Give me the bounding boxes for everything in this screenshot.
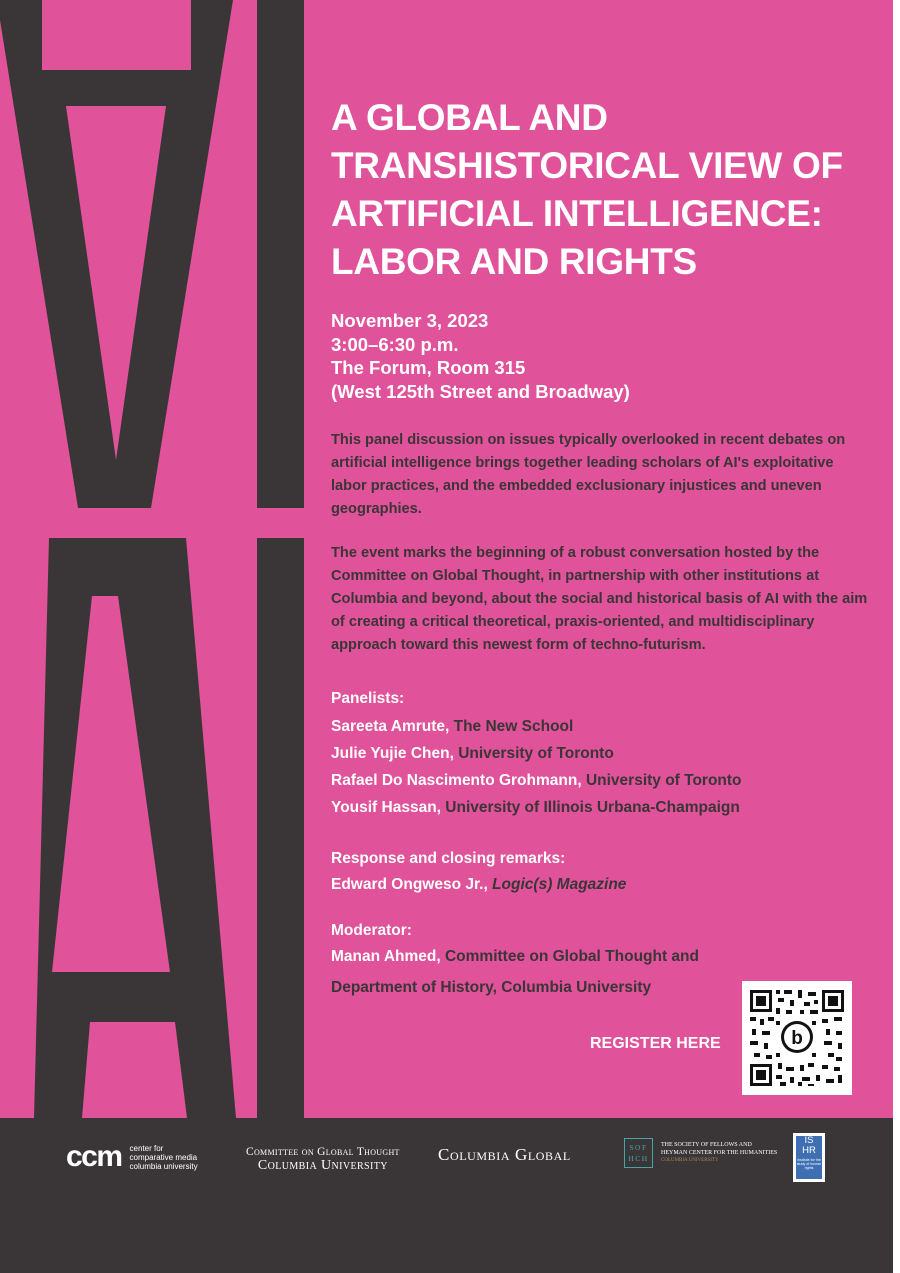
qr-center-letter: b: [791, 1028, 803, 1049]
moderator-heading: Moderator:: [331, 922, 412, 939]
panelist-name: Rafael Do Nascimento Grohmann,: [331, 772, 582, 789]
moderator-row: [331, 947, 699, 967]
event-time: 3:00–6:30 p.m.: [331, 333, 459, 355]
sofhch-line-3: COLUMBIA UNIVERSITY: [661, 1158, 719, 1163]
respondent-name: Edward Ongweso Jr.,: [331, 876, 488, 893]
event-details: [331, 309, 851, 403]
panelist-name: Yousif Hassan,: [331, 799, 441, 816]
sofhch-logo: [624, 1138, 777, 1168]
panelist-affiliation: University of Toronto: [458, 745, 614, 762]
columbia-global-logo: Columbia Global: [438, 1145, 571, 1164]
moderator-affiliation-line-1: Committee on Global Thought and: [444, 948, 699, 965]
sofhch-mark: [624, 1138, 653, 1168]
ccm-logo: [66, 1142, 198, 1172]
panelist-row: [331, 744, 614, 764]
letter-i-upper: [257, 0, 304, 508]
cgt-line-1: Committee on Global Thought: [246, 1146, 400, 1158]
event-address: (West 125th Street and Broadway): [331, 380, 630, 402]
ishr-logo: [793, 1133, 825, 1182]
panelist-name: Sareeta Amrute,: [331, 718, 450, 735]
committee-on-global-thought-logo: [246, 1146, 400, 1174]
panelist-row: [331, 771, 742, 791]
panelist-row: [331, 717, 573, 737]
qr-code-icon: [742, 981, 852, 1095]
event-date: November 3, 2023: [331, 310, 489, 331]
register-here-link[interactable]: REGISTER HERE: [590, 1035, 721, 1052]
panelist-row: [331, 798, 740, 818]
ccm-line-1: center for: [129, 1143, 164, 1153]
panelist-affiliation: University of Illinois Urbana-Champaign: [445, 799, 740, 816]
moderator-affiliation-line-2: Department of History, Columbia University: [331, 979, 652, 996]
ccm-text: [130, 1144, 198, 1171]
page-edge: [893, 0, 900, 1273]
description-paragraph-1: This panel discussion on issues typically overlooked in recent debates on artificial intelligence brings together leading scholars of AI's exploitative labor practices, and the embedded exclusionary injustices and uneven geographies.: [331, 432, 846, 517]
panelists-heading: Panelists:: [331, 690, 405, 707]
ishr-mark-line-1: IS: [804, 1135, 814, 1146]
sofhch-mark-line-2: HCH: [628, 1154, 649, 1163]
panelist-name: Julie Yujie Chen,: [331, 745, 454, 762]
ccm-line-3: columbia university: [129, 1161, 198, 1171]
respondent-affiliation: Logic(s) Magazine: [492, 876, 627, 893]
ishr-text: institute for the study of human rights: [796, 1158, 822, 1170]
panelist-affiliation: University of Toronto: [585, 772, 742, 789]
ccm-line-2: comparative media: [129, 1152, 198, 1162]
sofhch-text: [661, 1141, 777, 1165]
letter-i-lower: [257, 538, 304, 1118]
ccm-mark: ccm: [66, 1140, 122, 1173]
panelist-affiliation: The New School: [453, 718, 574, 735]
event-title: A GLOBAL AND TRANSHISTORICAL VIEW OF ARTIFICIAL INTELLIGENCE: LABOR AND RIGHTS: [331, 97, 843, 282]
sofhch-line-2: HEYMAN CENTER FOR THE HUMANITIES: [661, 1150, 778, 1156]
ishr-mark: [796, 1136, 822, 1179]
cgt-line-2: Columbia University: [257, 1158, 388, 1173]
ishr-mark-line-2: HR: [802, 1145, 816, 1156]
respondent-row: [331, 875, 626, 895]
moderator-name: Manan Ahmed,: [331, 948, 441, 965]
sofhch-line-1: THE SOCIETY OF FELLOWS AND: [661, 1142, 752, 1148]
response-heading: Response and closing remarks:: [331, 850, 566, 867]
description-paragraph-2: The event marks the beginning of a robust conversation hosted by the Committee on Global Thought, in partnership with other institutions at Columbia and beyond, about the social and historical basis of AI with the aim of creating a critical theoretical, praxis-oriented, and multidisciplinary approach toward this newest form of techno-futurism.: [331, 545, 868, 653]
sofhch-mark-line-1: SOF: [629, 1143, 648, 1152]
registration-qr-code[interactable]: [742, 981, 852, 1095]
event-venue: The Forum, Room 315: [331, 357, 526, 378]
